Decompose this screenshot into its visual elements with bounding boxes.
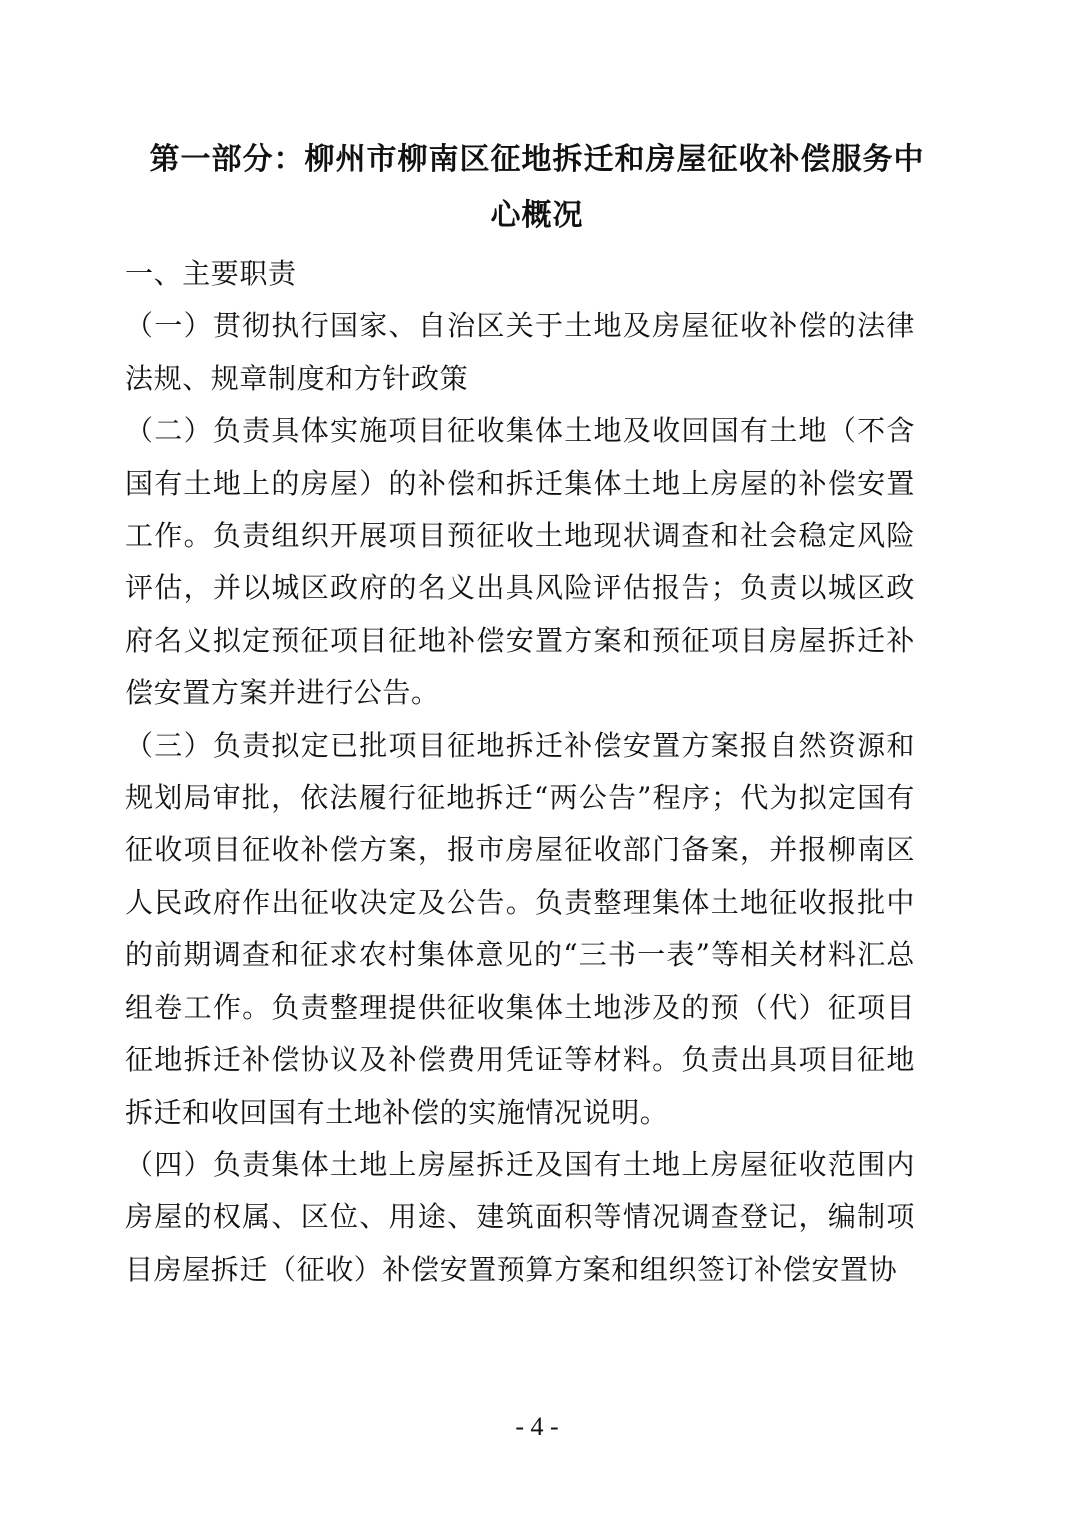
paragraph-3: （三）负责拟定已批项目征地拆迁补偿安置方案报自然资源和规划局审批，依法履行征地拆迁“两公告”程序；代为拟定国有征收项目征收补偿方案，报市房屋征收部门备案，并报柳南区人民政府作出征收决定及公告。负责整理集体土地征收报批中的前期调查和征求农村集体意见的“三书一表”等相关材料汇总组卷工作。负责整理提供征收集体土地涉及的预（代）征项目征地拆迁补偿协议及补偿费用凭证等材料。负责出具项目征地拆迁和收回国有土地补偿的实施情况说明。 xyxy=(125,728,915,1129)
document-body xyxy=(125,248,915,1296)
title-line-1: 第一部分：柳州市柳南区征地拆迁和房屋征收补偿服务中 xyxy=(149,142,925,177)
document-title xyxy=(125,132,949,244)
paragraph-1: （一）贯彻执行国家、自治区关于土地及房屋征收补偿的法律法规、规章制度和方针政策 xyxy=(125,309,915,395)
section-heading: 一、主要职责 xyxy=(125,257,297,290)
paragraph-4: （四）负责集体土地上房屋拆迁及国有土地上房屋征收范围内房屋的权属、区位、用途、建筑面积等情况调查登记，编制项目房屋拆迁（征收）补偿安置预算方案和组织签订补偿安置协 xyxy=(125,1147,915,1286)
title-line-2: 心概况 xyxy=(490,198,584,233)
page-number: - 4 - xyxy=(515,1412,559,1441)
paragraph-2: （二）负责具体实施项目征收集体土地及收回国有土地（不含国有土地上的房屋）的补偿和拆迁集体土地上房屋的补偿安置工作。负责组织开展项目预征收土地现状调查和社会稳定风险评估，并以城区政府的名义出具风险评估报告；负责以城区政府名义拟定预征项目征地补偿安置方案和预征项目房屋拆迁补偿安置方案并进行公告。 xyxy=(125,414,915,710)
